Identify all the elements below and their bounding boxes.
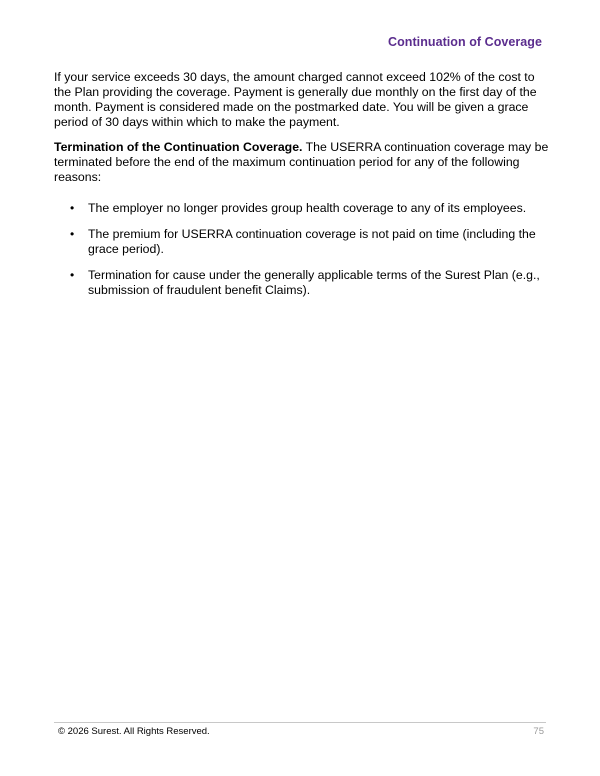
termination-reasons-list (54, 195, 554, 298)
list-item-text: The premium for USERRA continuation coverage is not paid on time (including the grace period). (88, 227, 536, 256)
list-item (54, 195, 554, 216)
bullet-icon: • (70, 268, 75, 282)
list-item (54, 222, 554, 257)
continuation-cost-paragraph: If your service exceeds 30 days, the amount charged cannot exceed 102% of the cost to the Plan providing the coverage. Payment is generally due monthly on the first day of the month. Payment is considered made on the postmarked date. You will be given a grace period of 30 days within which to make the payment. (54, 70, 537, 129)
termination-heading: Termination of the Continuation Coverage. (54, 140, 303, 154)
footer-divider (54, 722, 546, 723)
bullet-icon: • (70, 227, 75, 241)
page-number: 75 (533, 726, 544, 737)
bullet-icon: • (70, 201, 75, 215)
list-item (54, 263, 554, 298)
section-title: Continuation of Coverage (388, 35, 542, 49)
footer-copyright: © 2026 Surest. All Rights Reserved. (58, 726, 210, 737)
termination-paragraph (54, 140, 554, 185)
termination-text: The USERRA continuation coverage may be terminated before the end of the maximum continuation period for any of the following reasons: (54, 140, 549, 184)
list-item-text: The employer no longer provides group health coverage to any of its employees. (88, 201, 527, 215)
page-content (54, 70, 554, 304)
list-item-text: Termination for cause under the generally applicable terms of the Surest Plan (e.g., submission of fraudulent benefit Claims). (88, 268, 540, 297)
